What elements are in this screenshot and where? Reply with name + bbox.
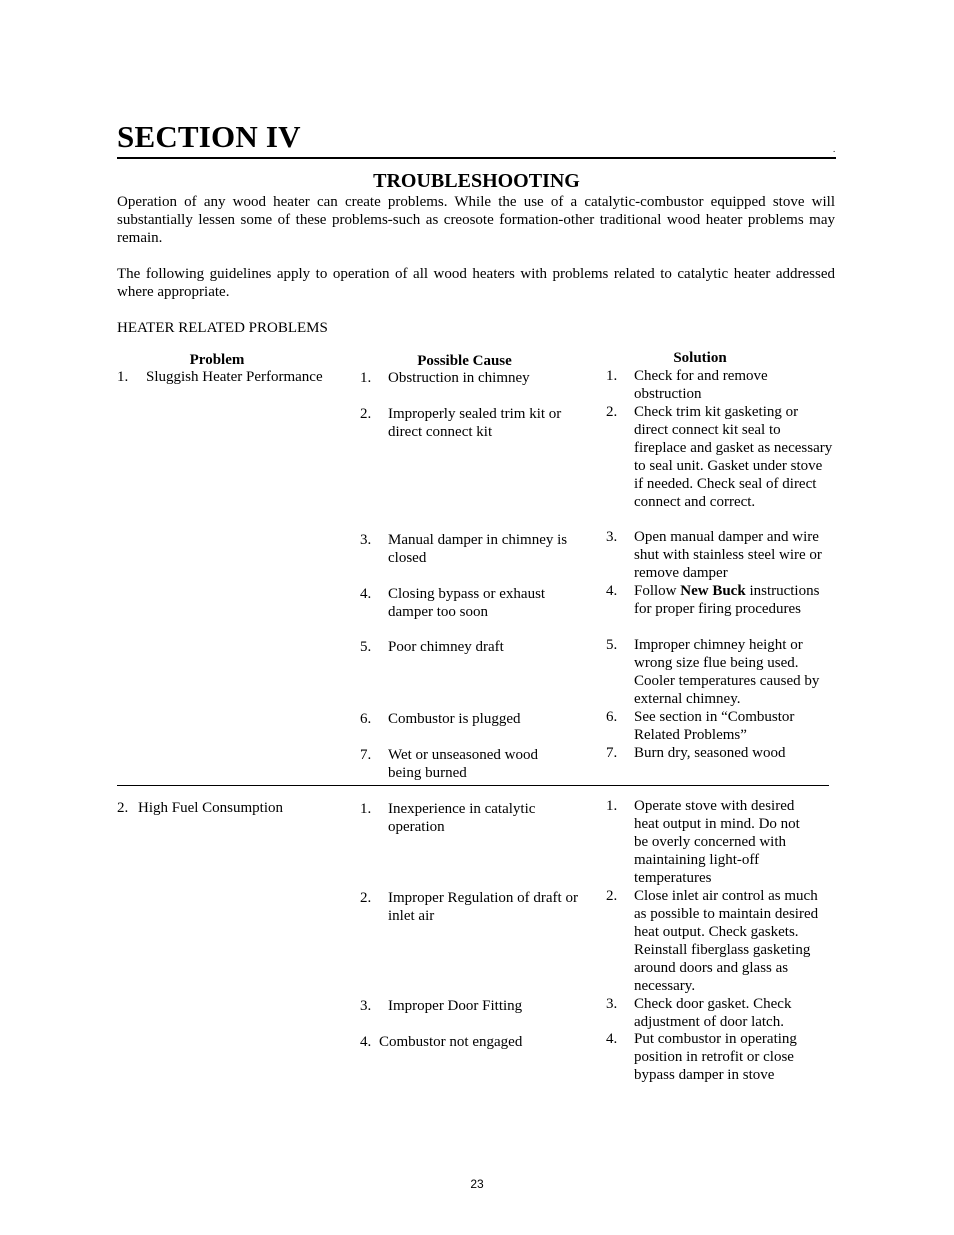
solution-number: 2.	[606, 888, 618, 904]
cause-number: 3.	[360, 998, 372, 1014]
solution-text: Close inlet air control as much as possible to maintain desired heat output. Check gaskets. Reinstall fiberglass gasketing around doors and glass as necessary.	[634, 888, 819, 994]
cause-text: Manual damper in chimney is closed	[388, 532, 568, 566]
intro-paragraph: Operation of any wood heater can create problems. While the use of a catalytic-combustor equipped stove will substantially lessen some of these problems-such as creosote formation-other traditional wood heater problems may remain.	[117, 194, 835, 246]
rule-mark: .	[833, 144, 836, 154]
cause-number: 6.	[360, 711, 372, 727]
solution-number: 3.	[606, 529, 618, 545]
cause-number: 7.	[360, 747, 372, 763]
solution-text: Open manual damper and wire shut with stainless steel wire or remove damper	[634, 529, 822, 581]
cause-text: Combustor is plugged	[388, 711, 521, 727]
solution-text: Check door gasket. Check adjustment of door latch.	[634, 996, 792, 1030]
column-header-problem: Problem	[189, 352, 245, 368]
cause-number: 2.	[360, 406, 372, 422]
cause-number: 2.	[360, 890, 372, 906]
cause-text: Obstruction in chimney	[388, 370, 530, 386]
cause-text: Combustor not engaged	[379, 1034, 523, 1050]
subheading: HEATER RELATED PROBLEMS	[117, 320, 328, 336]
cause-number: 3.	[360, 532, 372, 548]
solution-number: 7.	[606, 745, 618, 761]
section-title: SECTION IV	[117, 119, 301, 154]
cause-number: 5.	[360, 639, 372, 655]
intro-paragraph: The following guidelines apply to operation of all wood heaters with problems related to catalytic heater addressed where appropriate.	[117, 266, 835, 300]
cause-number: 1.	[360, 801, 372, 817]
row-divider	[117, 785, 829, 786]
brand-name: New Buck	[680, 583, 746, 599]
cause-text: Improperly sealed trim kit or direct connect kit	[388, 406, 562, 440]
solution-text: Check for and remove obstruction	[634, 368, 768, 402]
cause-number: 4.	[360, 586, 372, 602]
solution-text-part: instructions for proper firing procedures	[634, 583, 820, 617]
solution-text: Operate stove with desired heat output in mind. Do not be overly concerned with maintaining light-off temperatures	[634, 798, 800, 886]
cause-text: Wet or unseasoned wood being burned	[388, 747, 539, 781]
solution-text	[634, 582, 834, 618]
solution-text: See section in “Combustor Related Problems”	[634, 709, 795, 743]
problem-number: 1.	[117, 369, 129, 385]
cause-number: 4.	[360, 1034, 372, 1050]
solution-number: 5.	[606, 637, 618, 653]
solution-text: Check trim kit gasketing or direct connect kit seal to fireplace and gasket as necessary to seal unit. Gasket under stove if needed. Check seal of direct connect and correct.	[634, 404, 833, 510]
solution-number: 1.	[606, 368, 618, 384]
cause-text: Inexperience in catalytic operation	[388, 801, 536, 835]
solution-number: 3.	[606, 996, 618, 1012]
column-header-cause: Possible Cause	[417, 353, 512, 369]
cause-text: Improper Door Fitting	[388, 998, 523, 1014]
page-number: 23	[470, 1177, 484, 1191]
solution-text-part: Follow	[634, 583, 681, 599]
solution-number: 6.	[606, 709, 618, 725]
solution-number: 4.	[606, 1031, 618, 1047]
problem-label: Sluggish Heater Performance	[146, 369, 323, 385]
cause-text: Poor chimney draft	[388, 639, 504, 655]
cause-text: Closing bypass or exhaust damper too soon	[388, 586, 546, 620]
solution-text: Put combustor in operating position in retrofit or close bypass damper in stove	[634, 1031, 797, 1083]
page-title: TROUBLESHOOTING	[373, 170, 580, 192]
solution-number: 1.	[606, 798, 618, 814]
solution-number: 2.	[606, 404, 618, 420]
column-header-solution: Solution	[673, 350, 727, 366]
solution-text: Improper chimney height or wrong size flue being used. Cooler temperatures caused by external chimney.	[634, 637, 820, 707]
problem-number: 2.	[117, 800, 129, 816]
problem-label: High Fuel Consumption	[138, 800, 284, 816]
section-divider	[117, 157, 836, 159]
solution-number: 4.	[606, 583, 618, 599]
cause-number: 1.	[360, 370, 372, 386]
solution-text: Burn dry, seasoned wood	[634, 745, 786, 761]
cause-text: Improper Regulation of draft or inlet air	[388, 890, 578, 924]
